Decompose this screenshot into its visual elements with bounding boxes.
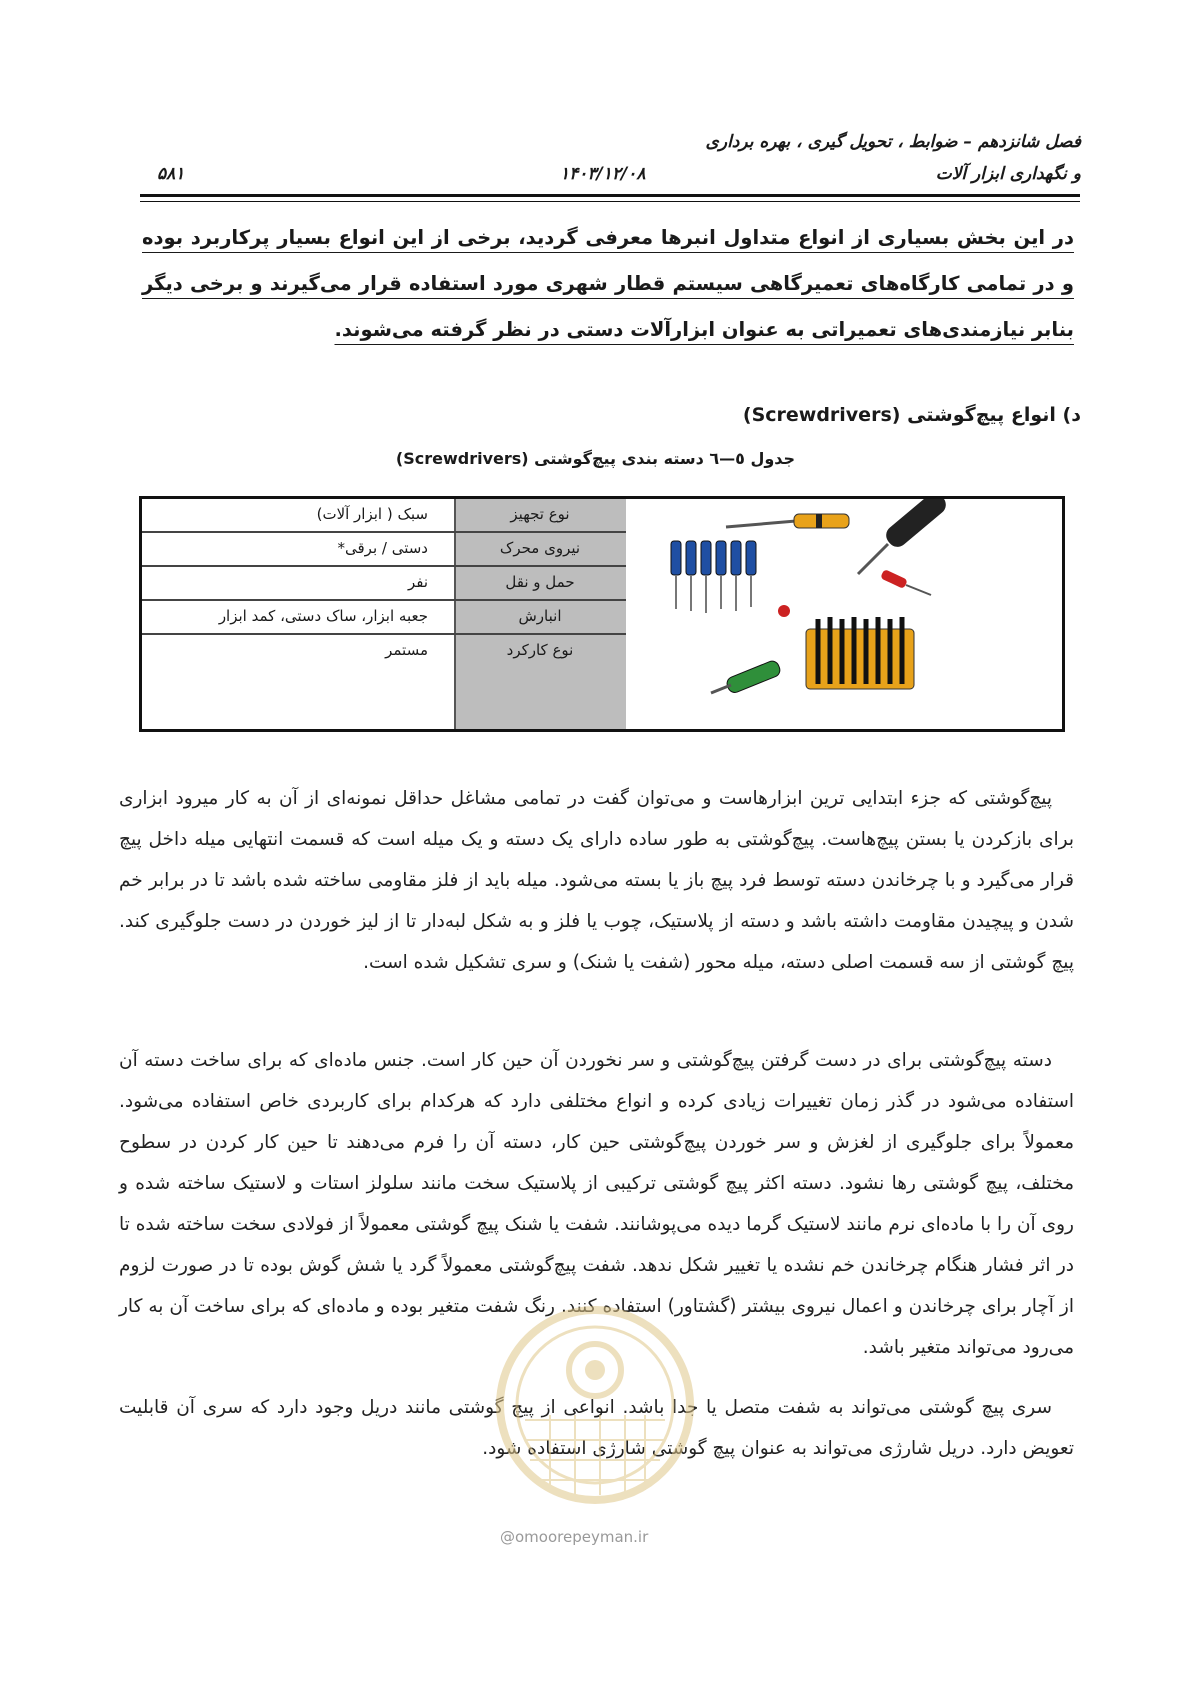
row-label: انبارش — [518, 607, 562, 625]
watermark-site: @omoorepeyman.ir — [500, 1528, 649, 1546]
gear-logo-icon — [480, 1290, 710, 1540]
section-title: د) انواع پیچ‌گوشتی (Screwdrivers) — [742, 404, 1081, 426]
row-value: مستمر — [385, 641, 428, 659]
row-value: سبک ( ابزار آلات) — [316, 505, 428, 523]
body-paragraph-2: دسته پیچ‌گوشتی برای در دست گرفتن پیچ‌گوشتی و سر نخوردن آن حین کار است. جنس ماده‌ای که برای ساخت دسته آن استفاده می‌شود در گذر زمان تغییرات زیادی کرده و انواع مختلفی دارد که هرکدام برای کاربردی خاص استفاده می‌شود. معمولاً برای جلوگیری از لغزش و سر خوردن پیچ‌گوشتی حین کار، دسته آن را فرم می‌دهند تا حین کار کردن در سطوح مختلف، پیچ گوشتی رها نشود. دسته اکثر پیچ گوشتی ترکیبی از پلاستیک سخت مانند سلولز استات و لاستیک ساخته شده و روی آن را با ماده‌ای نرم مانند لاستیک گرما دیده می‌پوشانند. شفت یا شنک پیچ گوشتی معمولاً از فولادی سخت ساخته شده تا در اثر فشار هنگام چرخاندن خم نشده یا تغییر شکل ندهد. شفت پیچ‌گوشتی معمولاً گرد یا شش گوش بوده تا در صورت لزوم از آچار برای چرخاندن و اعمال نیروی بیشتر (گشتاور) استفاده کنند. رنگ شفت متغیر بوده و ماده‌ای که برای ساخت آن به کار می‌رود می‌تواند متغیر باشد. — [119, 1050, 1074, 1358]
body-paragraph-1: پیچ‌گوشتی که جزء ابتدایی ترین ابزارهاست و می‌توان گفت در تمامی مشاغل حداقل نمونه‌ای از آن به کار میرود ابزاری برای بازکردن یا بستن پیچ‌هاست. پیچ‌گوشتی به طور ساده دارای یک دسته و یک میله است که قسمت انتهایی میله داخل پیچ قرار می‌گیرد و با چرخاندن دسته توسط فرد پیچ باز یا بسته می‌شود. میله باید از فلز مقاومی ساخته شده باشد تا در برابر خم شدن و پیچیدن مقاومت داشته باشد و دسته از پلاستیک، چوب یا فلز و به شکل لبه‌دار تا از لیز خوردن در دست جلوگیری کند. پیچ گوشتی از سه قسمت اصلی دسته، میله محور (شفت یا شنک) و سری تشکیل شده است. — [119, 788, 1074, 973]
page-number: ۵۸۱ — [157, 164, 185, 184]
header-date: ۱۴۰۳/۱۲/۰۸ — [560, 164, 646, 184]
spec-table — [139, 496, 1065, 732]
row-value: جعبه ابزار، ساک دستی، کمد ابزار — [218, 607, 428, 625]
intro-paragraph: در این بخش بسیاری از انواع متداول انبرها معرفی گردید، برخی از این انواع بسیار پرکاربرد بوده و در تمامی کارگاه‌های تعمیرگاهی سیستم قطار شهری مورد استفاده قرار می‌گیرند و برخی دیگر بنابر نیازمندی‌های تعمیراتی به عنوان ابزارآلات دستی در نظر گرفته می‌شوند. — [142, 226, 1074, 341]
row-label: نوع کارکرد — [506, 641, 574, 659]
chapter-subtitle: و نگهداری ابزار آلات — [935, 164, 1081, 184]
header-rule-thin — [140, 201, 1080, 202]
table-caption: جدول ٥—٦ دسته بندی پیچ‌گوشتی (Screwdrivers) — [395, 449, 796, 468]
table-row — [142, 567, 626, 601]
table-row — [142, 635, 626, 669]
screwdrivers-image — [623, 499, 1062, 729]
table-row — [142, 601, 626, 635]
row-value: نفر — [407, 573, 428, 591]
table-row — [142, 533, 626, 567]
chapter-title: فصل شانزدهم – ضوابط ، تحویل گیری ، بهره برداری — [705, 132, 1081, 152]
row-label: حمل و نقل — [505, 573, 575, 591]
row-label: نیروی محرک — [499, 539, 581, 557]
row-value: دستی / برقی* — [337, 539, 428, 557]
body-paragraph-3: سری پیچ گوشتی می‌تواند به شفت متصل یا جدا باشد. انواعی از پیچ گوشتی مانند دریل وجود دارد که سری آن قابلیت تعویض دارد. دریل شارژی می‌تواند به عنوان پیچ گوشتی شارژی استفاده شود. — [119, 1397, 1074, 1459]
watermark-logo — [480, 1290, 710, 1540]
header-rule-thick — [140, 194, 1080, 197]
row-label: نوع تجهیز — [510, 505, 570, 523]
table-row — [142, 499, 626, 533]
screwdriver-set-illustration — [626, 499, 1062, 729]
